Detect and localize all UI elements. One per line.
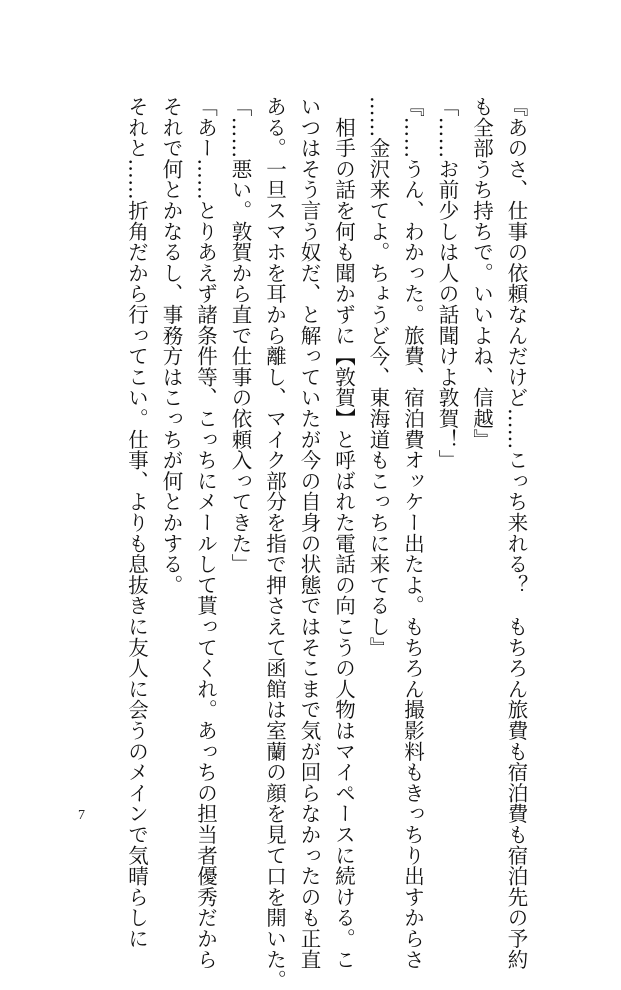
text-line: 「……悪い。敦賀から直で仕事の依頼入ってきた」 [228,96,252,575]
text-line: 『あのさ、仕事の依頼なんだけど……こっち来れる？ もちろん旅費も宿泊費も宿泊先の予約 [504,96,528,970]
text-line: ある。一旦スマホを耳から離し、マイク部分を指で押さえて函館は室蘭の顔を見て口を開いた。 [262,96,287,990]
text-line: それで何とかなるし、事務方はこっちが何とかする。 [159,96,183,596]
text-line: ……金沢来てよ。ちょうど今、東海道もこっちに来てるし』 [366,96,390,658]
text-line: 『……うん、わかった。旅費、宿泊費オッケー出たよ。もちろん撮影料もきっちり出すからさ [400,96,425,970]
text-line: も全部うち持ちで。いいよね、信越』 [469,96,494,450]
page-number: 7 [78,808,85,823]
text-line: 「あー……とりあえず諸条件等、こっちにメールして貰ってくれ。あっちの担当者優秀だから [193,96,218,970]
text-line: 「……お前少しは人の話聞けよ敦賀！」 [435,96,459,471]
text-line: それと……折角だから行ってこい。仕事、よりも息抜きに友人に会うのメインで気晴らしに [124,96,149,949]
text-line: 相手の話を何も聞かずに【敦賀】と呼ばれた電話の向こうの人物はマイペースに続ける。こ [331,96,356,970]
text-line: いつはそう言う奴だ、と解っていたが今の自身の状態ではそこまで気が回らなかったのも正直 [297,96,321,970]
vertical-text-body [119,96,533,990]
